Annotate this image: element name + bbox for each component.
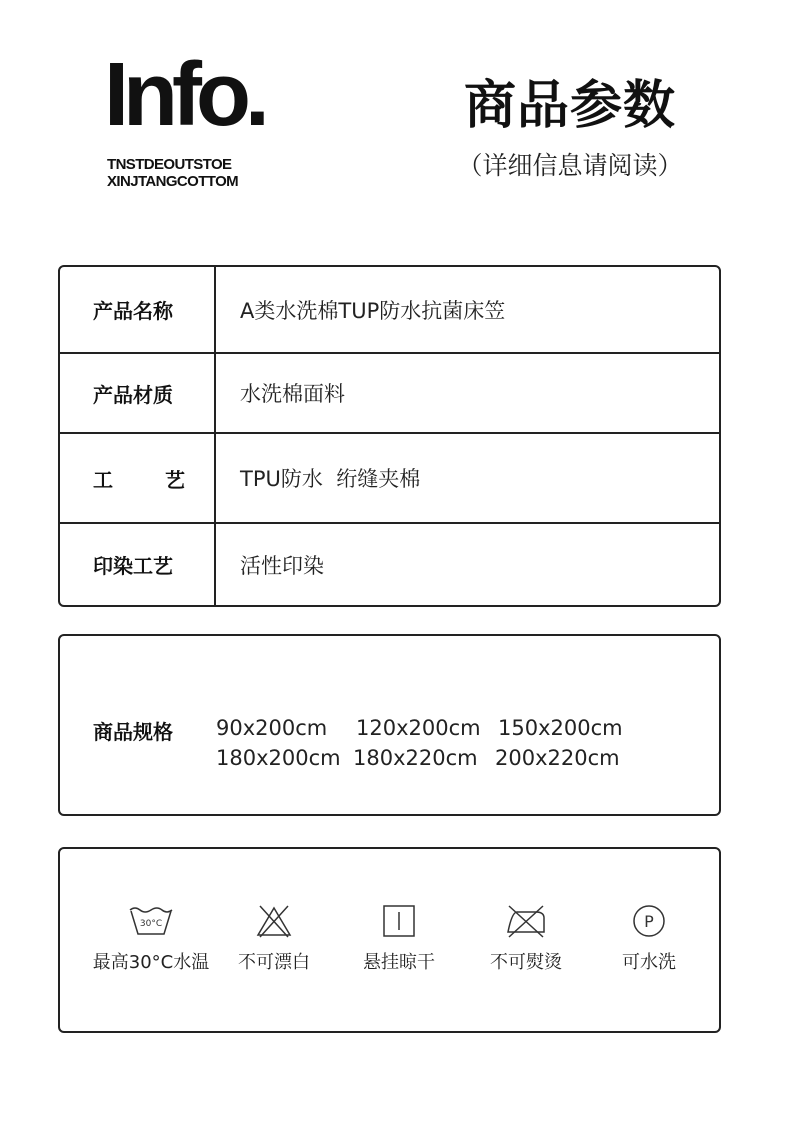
- param-label: 产品材质: [60, 354, 216, 432]
- param-value: 水洗棉面料: [240, 382, 345, 406]
- care-item-clean: [579, 904, 719, 974]
- care-label: 悬挂晾干: [363, 952, 435, 973]
- care-item-wash: [81, 904, 221, 974]
- care-item-dry: [329, 904, 469, 974]
- size-item: 180x220cm: [353, 746, 478, 770]
- care-label: 最高30°C水温: [92, 952, 210, 973]
- care-label: 不可漂白: [238, 952, 310, 973]
- wash-temp-text: 30°C: [139, 919, 163, 929]
- care-label: 不可熨烫: [490, 952, 562, 973]
- param-label-char: 艺: [165, 467, 185, 492]
- care-label: 可水洗: [622, 952, 676, 973]
- brand-tagline-line1: TNSTDEOUTSTOE: [107, 156, 232, 173]
- no-bleach-icon: [251, 904, 297, 938]
- svg-text:P: P: [644, 912, 654, 931]
- size-item: 120x200cm: [356, 716, 481, 740]
- product-params-table: [58, 265, 721, 607]
- size-spec-box: [58, 634, 721, 816]
- page-subtitle: （详细信息请阅读）: [457, 151, 683, 180]
- wash-30c-icon: [128, 904, 174, 938]
- page-title: 商品参数: [463, 76, 676, 136]
- size-item: 180x200cm: [216, 746, 341, 770]
- param-value: 活性印染: [240, 553, 324, 578]
- param-label: 产品名称: [60, 267, 216, 352]
- brand-tagline: [107, 156, 238, 190]
- param-value: A类水洗棉TUP防水抗菌床笠: [240, 298, 506, 323]
- param-label: 印染工艺: [60, 524, 216, 605]
- param-row-name: [60, 267, 719, 354]
- param-label: [60, 434, 216, 522]
- no-iron-icon: [503, 904, 549, 938]
- care-item-iron: [456, 904, 596, 974]
- param-label-char: 工: [93, 467, 113, 492]
- size-item: 150x200cm: [498, 716, 623, 740]
- param-row-material: [60, 354, 719, 434]
- care-item-bleach: [204, 904, 344, 974]
- param-row-craft: [60, 434, 719, 524]
- size-item: 90x200cm: [216, 716, 328, 740]
- hang-dry-icon: [376, 904, 422, 938]
- param-row-dyeing: [60, 524, 719, 605]
- care-instructions-box: [58, 847, 721, 1033]
- dry-clean-p-icon: [626, 904, 672, 938]
- size-item: 200x220cm: [495, 746, 620, 770]
- param-value: TPU防水 绗缝夹棉: [240, 467, 421, 491]
- size-label: 商品规格: [93, 720, 173, 744]
- brand-tagline-line2: XINJTANGCOTTOM: [107, 173, 239, 190]
- brand-logo: Info.: [104, 45, 264, 145]
